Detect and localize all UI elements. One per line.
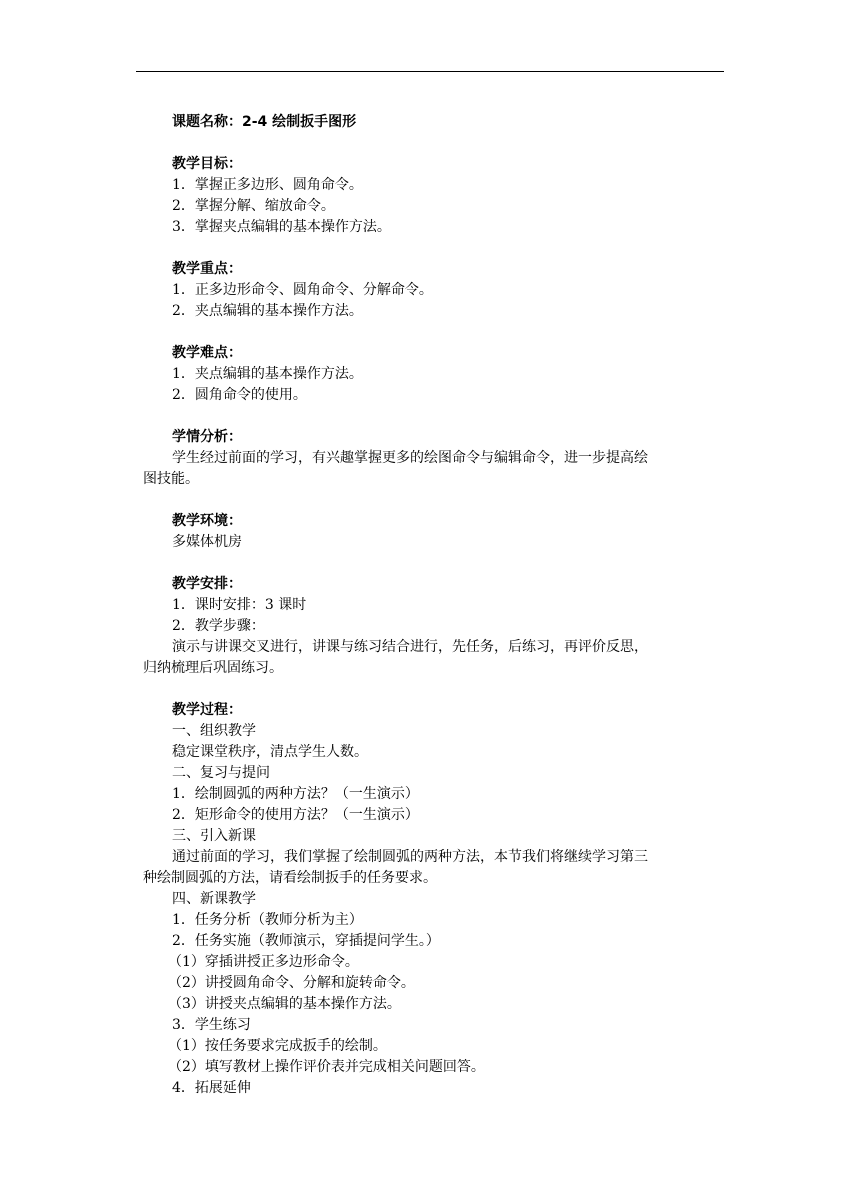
review-question: 2．矩形命令的使用方法？（一生演示） <box>172 807 419 823</box>
process-section-text: 稳定课堂秩序，清点学生人数。 <box>172 744 368 760</box>
new-lesson-subitem: （1）穿插讲授正多边形命令。 <box>168 954 359 970</box>
process-section-title: 四、新课教学 <box>172 891 256 907</box>
key-points-heading: 教学重点： <box>172 261 242 277</box>
intro-text-line: 通过前面的学习，我们掌握了绘制圆弧的两种方法，本节我们将继续学习第三 <box>172 849 648 865</box>
arrangement-item: 2．教学步骤： <box>172 618 265 634</box>
review-question: 1．绘制圆弧的两种方法？（一生演示） <box>172 786 419 802</box>
new-lesson-item: 2．任务实施（教师演示，穿插提问学生。） <box>172 933 440 949</box>
key-point-item: 1．正多边形命令、圆角命令、分解命令。 <box>172 282 433 298</box>
analysis-heading: 学情分析： <box>172 429 242 445</box>
new-lesson-item: 1．任务分析（教师分析为主） <box>172 912 363 928</box>
header-rule <box>136 71 724 72</box>
new-lesson-item: 3．学生练习 <box>172 1017 251 1033</box>
environment-text: 多媒体机房 <box>172 534 242 550</box>
difficulties-heading: 教学难点： <box>172 345 242 361</box>
new-lesson-item: 4．拓展延伸 <box>172 1080 251 1096</box>
arrangement-text-line: 归纳梳理后巩固练习。 <box>143 660 283 676</box>
objective-item: 3．掌握夹点编辑的基本操作方法。 <box>172 219 391 235</box>
analysis-text-line: 图技能。 <box>143 471 199 487</box>
lesson-title: 课题名称：2-4 绘制扳手图形 <box>172 114 357 130</box>
difficulty-item: 1．夹点编辑的基本操作方法。 <box>172 366 363 382</box>
process-section-title: 一、组织教学 <box>172 723 256 739</box>
objective-item: 1．掌握正多边形、圆角命令。 <box>172 177 363 193</box>
new-lesson-subitem: （1）按任务要求完成扳手的绘制。 <box>168 1038 387 1054</box>
arrangement-text-line: 演示与讲课交叉进行，讲课与练习结合进行，先任务，后练习，再评价反思， <box>172 639 648 655</box>
objective-item: 2．掌握分解、缩放命令。 <box>172 198 335 214</box>
new-lesson-subitem: （2）讲授圆角命令、分解和旋转命令。 <box>168 975 415 991</box>
lesson-plan-content <box>143 112 724 1099</box>
intro-text-line: 种绘制圆弧的方法，请看绘制扳手的任务要求。 <box>143 870 437 886</box>
difficulty-item: 2．圆角命令的使用。 <box>172 387 307 403</box>
new-lesson-subitem: （3）讲授夹点编辑的基本操作方法。 <box>168 996 401 1012</box>
process-section-title: 二、复习与提问 <box>172 765 270 781</box>
new-lesson-subitem: （2）填写教材上操作评价表并完成相关问题回答。 <box>168 1059 485 1075</box>
arrangement-item: 1．课时安排：3 课时 <box>172 597 307 613</box>
key-point-item: 2．夹点编辑的基本操作方法。 <box>172 303 363 319</box>
objectives-heading: 教学目标： <box>172 156 242 172</box>
process-heading: 教学过程： <box>172 702 242 718</box>
arrangement-heading: 教学安排： <box>172 576 242 592</box>
analysis-text-line: 学生经过前面的学习，有兴趣掌握更多的绘图命令与编辑命令，进一步提高绘 <box>172 450 648 466</box>
environment-heading: 教学环境： <box>172 513 242 529</box>
process-section-title: 三、引入新课 <box>172 828 256 844</box>
